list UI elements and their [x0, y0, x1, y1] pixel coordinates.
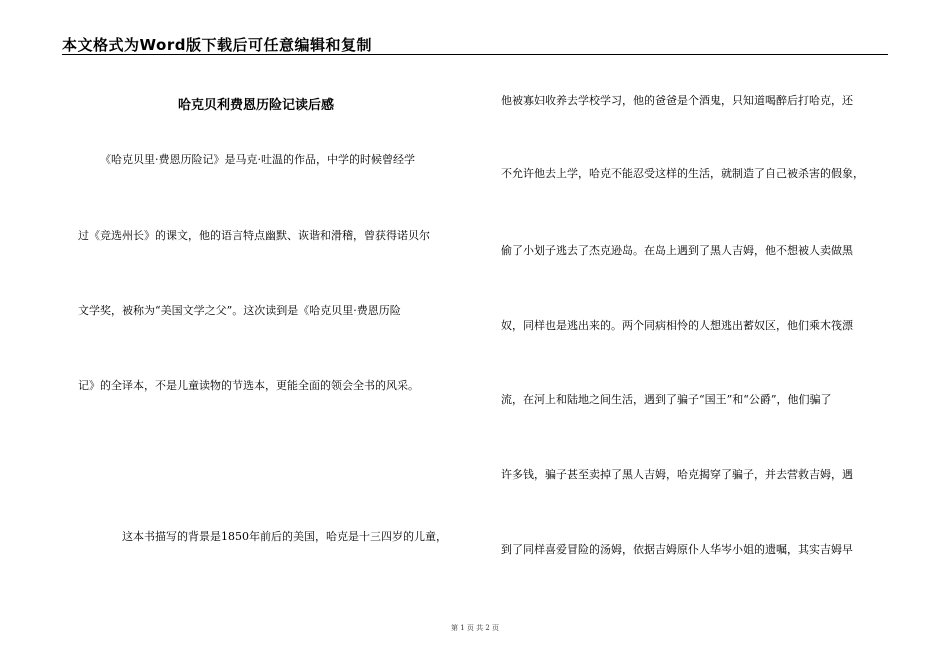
right-column-line: 许多钱，骗子甚至卖掉了黑人吉姆，哈克揭穿了骗子，并去营救吉姆，遇 — [501, 468, 853, 481]
left-column-line: 《哈克贝里·费恩历险记》是马克·吐温的作品，中学的时候曾经学 — [100, 153, 415, 166]
left-column-line: 这本书描写的背景是1850年前后的美国，哈克是十三四岁的儿童， — [122, 530, 447, 543]
right-column-line: 偷了小划子逃去了杰克逊岛。在岛上遇到了黑人吉姆，他不想被人卖做黑 — [501, 244, 853, 257]
right-column-line: 到了同样喜爱冒险的汤姆，依据吉姆原仆人华岑小姐的遗嘱，其实吉姆早 — [501, 543, 853, 556]
right-column-line: 不允许他去上学，哈克不能忍受这样的生活，就制造了自己被杀害的假象， — [501, 167, 864, 180]
right-column-line: 他被寡妇收养去学校学习，他的爸爸是个酒鬼，只知道喝醉后打哈克，还 — [501, 94, 853, 107]
left-column-line: 记》的全译本，不是儿童读物的节选本，更能全面的领会全书的风采。 — [78, 379, 419, 392]
left-column-line: 过《竞选州长》的课文，他的语言特点幽默、诙谐和滑稽，曾获得诺贝尔 — [78, 229, 430, 242]
left-column-line: 文学奖，被称为“美国文学之父”。这次读到是《哈克贝里·费恩历险 — [78, 304, 401, 317]
page-number: 第 1 页 共 2 页 — [450, 624, 500, 632]
right-column-line: 流，在河上和陆地之间生活，遇到了骗子“国王”和“公爵”，他们骗了 — [501, 393, 832, 406]
header-divider — [62, 54, 888, 55]
right-column-line: 奴，同样也是逃出来的。两个同病相怜的人想逃出蓄奴区，他们乘木筏漂 — [501, 319, 853, 332]
document-header: 本文格式为Word版下载后可任意编辑和复制 — [62, 36, 372, 54]
document-title: 哈克贝利费恩历险记读后感 — [178, 98, 335, 113]
